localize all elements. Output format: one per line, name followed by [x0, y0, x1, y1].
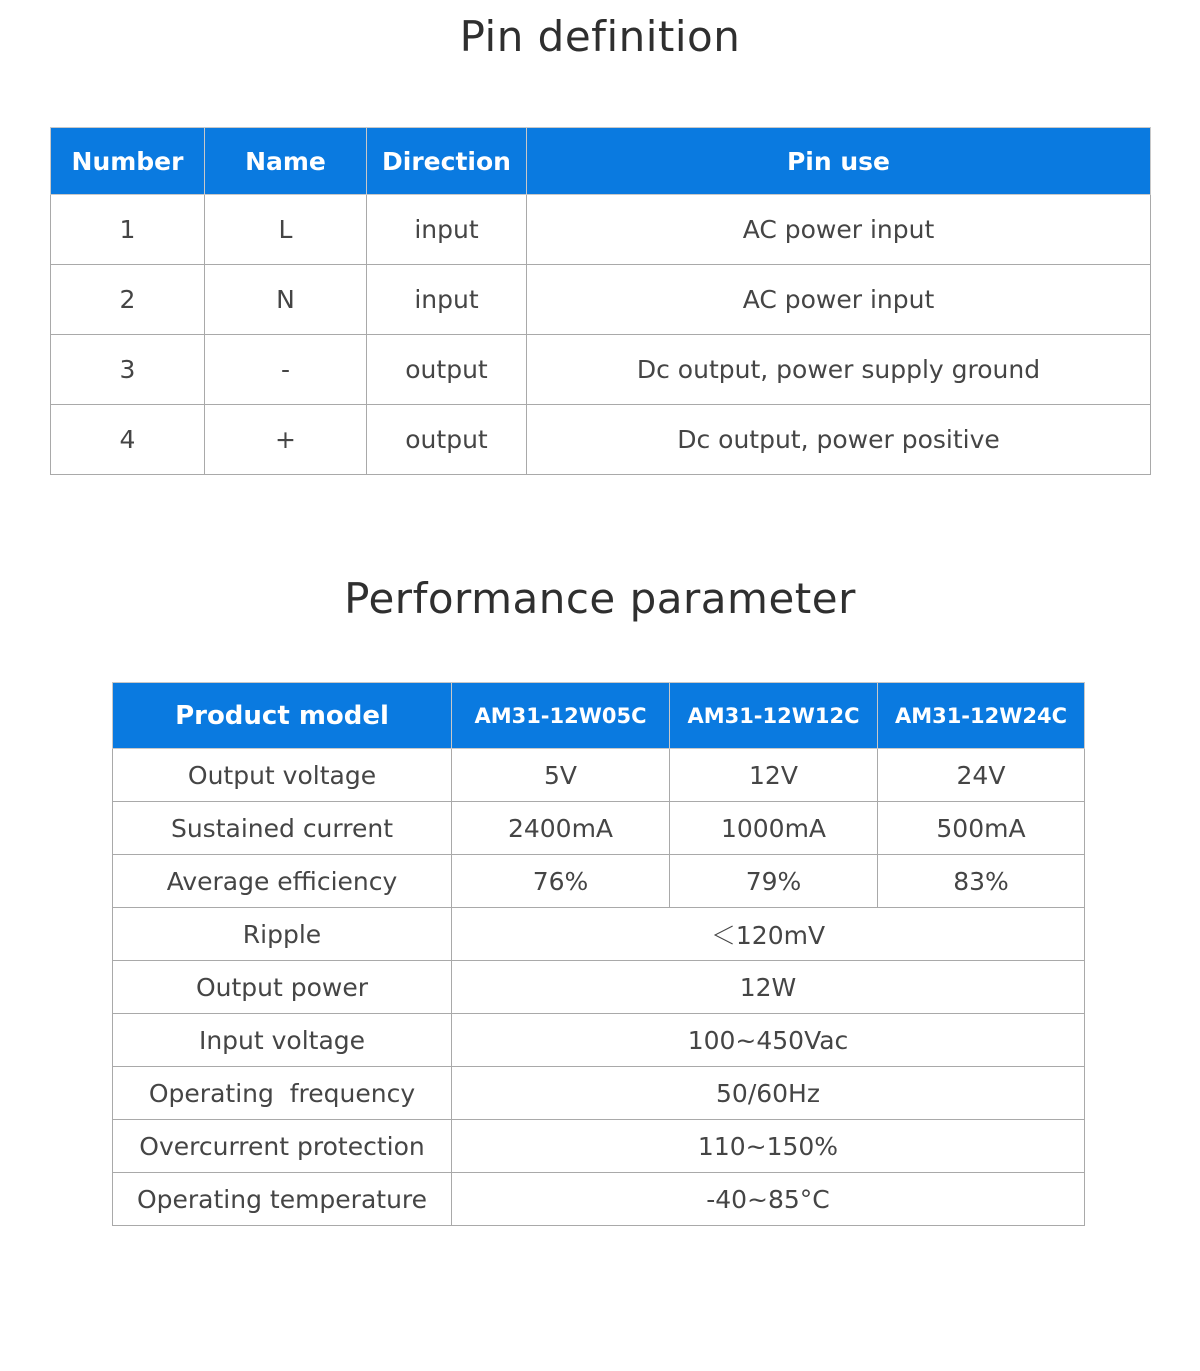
parameter-value-cell: 76% — [452, 855, 670, 908]
pin-direction-cell: input — [367, 195, 527, 265]
table-row — [113, 855, 1085, 908]
column-header-model: AM31-12W05C — [452, 683, 670, 749]
pin-number-cell: 1 — [51, 195, 205, 265]
parameter-value-cell: -40~85°C — [452, 1173, 1085, 1226]
parameter-value-cell: 12V — [670, 749, 878, 802]
parameter-label-cell: Ripple — [113, 908, 452, 961]
parameter-label-cell: Overcurrent protection — [113, 1120, 452, 1173]
table-row — [51, 195, 1151, 265]
parameter-label-cell: Input voltage — [113, 1014, 452, 1067]
pin-number-cell: 2 — [51, 265, 205, 335]
column-header-pin-use: Pin use — [527, 128, 1151, 195]
pin-use-cell: AC power input — [527, 265, 1151, 335]
parameter-value-cell: 100~450Vac — [452, 1014, 1085, 1067]
pin-table-header-row — [51, 128, 1151, 195]
parameter-label-cell: Output voltage — [113, 749, 452, 802]
column-header-model: AM31-12W24C — [878, 683, 1085, 749]
pin-number-cell: 3 — [51, 335, 205, 405]
table-row — [113, 1014, 1085, 1067]
perf-table-header-row — [113, 683, 1085, 749]
parameter-value-cell: 5V — [452, 749, 670, 802]
pin-definition-title: Pin definition — [459, 12, 741, 61]
table-row — [51, 265, 1151, 335]
pin-use-cell: Dc output, power supply ground — [527, 335, 1151, 405]
column-header-number: Number — [51, 128, 205, 195]
pin-direction-cell: output — [367, 405, 527, 475]
parameter-label-cell: Output power — [113, 961, 452, 1014]
pin-definition-table — [50, 127, 1151, 475]
parameter-label-cell: Operating frequency — [113, 1067, 452, 1120]
parameter-value-cell: 1000mA — [670, 802, 878, 855]
parameter-label-cell: Sustained current — [113, 802, 452, 855]
parameter-value-cell: 24V — [878, 749, 1085, 802]
column-header-product-model: Product model — [113, 683, 452, 749]
parameter-value-cell: 50/60Hz — [452, 1067, 1085, 1120]
pin-name-cell: + — [205, 405, 367, 475]
column-header-name: Name — [205, 128, 367, 195]
parameter-value-cell: ＜120mV — [452, 908, 1085, 961]
table-row — [51, 335, 1151, 405]
table-row — [113, 908, 1085, 961]
pin-name-cell: - — [205, 335, 367, 405]
parameter-value-cell: 500mA — [878, 802, 1085, 855]
pin-name-cell: N — [205, 265, 367, 335]
table-row — [113, 1120, 1085, 1173]
pin-use-cell: AC power input — [527, 195, 1151, 265]
parameter-value-cell: 110~150% — [452, 1120, 1085, 1173]
performance-parameter-table — [112, 682, 1085, 1226]
parameter-value-cell: 83% — [878, 855, 1085, 908]
parameter-value-cell: 12W — [452, 961, 1085, 1014]
column-header-model: AM31-12W12C — [670, 683, 878, 749]
table-row — [113, 1067, 1085, 1120]
performance-parameter-title: Performance parameter — [344, 574, 856, 623]
pin-name-cell: L — [205, 195, 367, 265]
pin-use-cell: Dc output, power positive — [527, 405, 1151, 475]
pin-direction-cell: input — [367, 265, 527, 335]
table-row — [51, 405, 1151, 475]
pin-number-cell: 4 — [51, 405, 205, 475]
parameter-value-cell: 79% — [670, 855, 878, 908]
table-row — [113, 1173, 1085, 1226]
parameter-value-cell: 2400mA — [452, 802, 670, 855]
table-row — [113, 961, 1085, 1014]
pin-direction-cell: output — [367, 335, 527, 405]
parameter-label-cell: Average efficiency — [113, 855, 452, 908]
table-row — [113, 749, 1085, 802]
table-row — [113, 802, 1085, 855]
column-header-direction: Direction — [367, 128, 527, 195]
parameter-label-cell: Operating temperature — [113, 1173, 452, 1226]
